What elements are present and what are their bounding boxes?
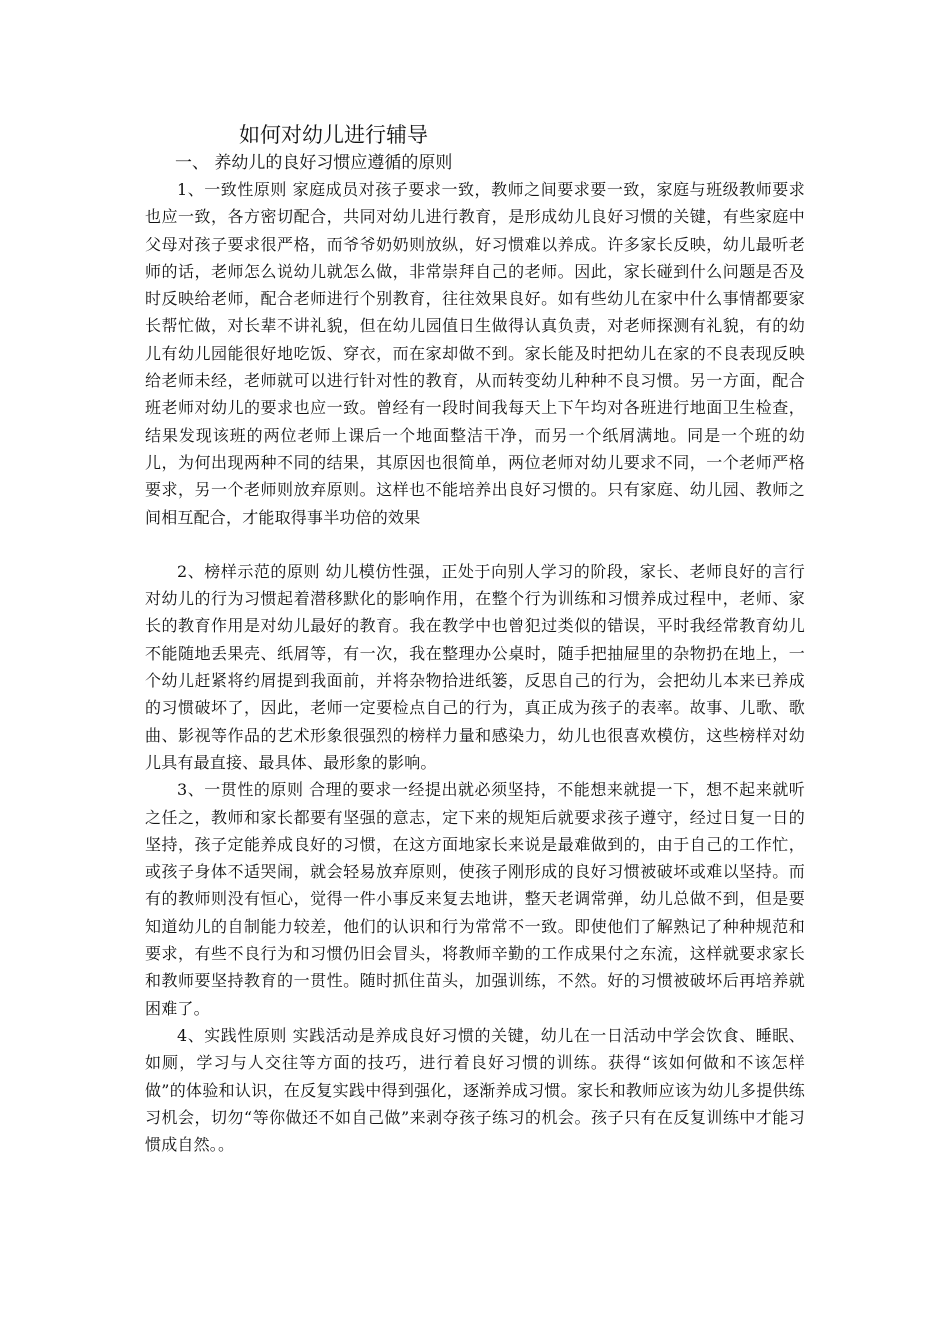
paragraph-lead: 2、榜样示范的原则 (177, 561, 321, 581)
paragraph-lead: 1、一致性原则 (177, 180, 287, 199)
paragraph-role-model-principle (145, 558, 805, 776)
paragraph-lead: 3、一贯性的原则 (177, 780, 304, 800)
paragraph-practice-principle (145, 1022, 805, 1158)
paragraph-consistency-principle (145, 176, 805, 531)
paragraph-text: 实践活动是养成良好习惯的关键，幼儿在一日活动中学会饮食、睡眠、如厕，学习与人交往等方面的技巧，进行着良好习惯的训练。获得“该如何做和不该怎样做”的体验和认识，在反复实践中得到强化，逐渐养成习惯。家长和教师应该为幼儿多提供练习机会，切勿“等你做还不如自己做”来剥夺孩子练习的机会。孩子只有在反复训练中才能习惯成自然。。 (145, 1025, 805, 1155)
document-title: 如何对幼儿进行辅导 (239, 123, 428, 147)
paragraph-lead: 4、实践性原则 (177, 1025, 287, 1045)
paragraph-text: 合理的要求一经提出就必须坚持，不能想来就提一下，想不起来就听之任之，教师和家长都要有坚强的意志，定下来的规矩后就要求孩子遵守，经过日复一日的坚持，孩子定能养成良好的习惯，在这方面地家长来说是最难做到的，由于自己的工作忙，或孩子身体不适哭闹，就会轻易放弃原则，使孩子刚形成的良好习惯被破坏或难以坚持。而有的教师则没有恒心，觉得一件小事反来复去地讲，整天老调常弹，幼儿总做不到，但是要知道幼儿的自制能力较差，他们的认识和行为常常不一致。即使他们了解熟记了种种规范和要求，有些不良行为和习惯仍旧会冒头，将教师辛勤的工作成果付之东流，这样就要求家长和教师要坚持教育的一贯性。随时抓住苗头，加强训练，不然。好的习惯被破坏后再培养就困难了。 (145, 780, 806, 1018)
paragraph-text: 家庭成员对孩子要求一致，教师之间要求要一致，家庭与班级教师要求也应一致，各方密切配合，共同对幼儿进行教育，是形成幼儿良好习惯的关键，有些家庭中父母对孩子要求很严格，而爷爷奶奶则放纵，好习惯难以养成。许多家长反映，幼儿最听老师的话，老师怎么说幼儿就怎么做，非常崇拜自己的老师。因此，家长碰到什么问题是否及时反映给老师，配合老师进行个别教育，往往效果良好。如有些幼儿在家中什么事情都要家长帮忙做，对长辈不讲礼貌，但在幼儿园值日生做得认真负责，对老师探测有礼貌，有的幼儿有幼儿园能很好地吃饭、穿衣，而在家却做不到。家长能及时把幼儿在家的不良表现反映给老师未经，老师就可以进行针对性的教育，从而转变幼儿种种不良习惯。另一方面，配合班老师对幼儿的要求也应一致。曾经有一段时间我每天上下午均对各班进行地面卫生检查，结果发现该班的两位老师上课后一个地面整洁干净，而另一个纸屑满地。同是一个班的幼儿，为何出现两种不同的结果，其原因也很简单，两位老师对幼儿要求不同，一个老师严格要求，另一个老师则放弃原则。这样也不能培养出良好习惯的。只有家庭、幼儿园、教师之间相互配合，才能取得事半功倍的效果 (145, 180, 805, 527)
section-heading: 一、 养幼儿的良好习惯应遵循的原则 (175, 153, 453, 173)
paragraph-text: 幼儿模仿性强，正处于向别人学习的阶段，家长、老师良好的言行对幼儿的行为习惯起着潜移默化的影响作用，在整个行为训练和习惯养成过程中，老师、家长的教育作用是对幼儿最好的教育。我在教学中也曾犯过类似的错误，平时我经常教育幼儿不能随地丢果壳、纸屑等，有一次，我在整理办公桌时，随手把抽屉里的杂物扔在地上，一个幼儿赶紧将约屑提到我面前，并将杂物拾进纸篓，反思自己的行为，会把幼儿本来已养成的习惯破坏了，因此，老师一定要检点自己的行为，真正成为孩子的表率。故事、儿歌、歌曲、影视等作品的艺术形象很强烈的榜样力量和感染力，幼儿也很喜欢模仿，这些榜样对幼儿具有最直接、最具体、最形象的影响。 (145, 561, 805, 772)
paragraph-persistence-principle (145, 776, 805, 1022)
document-body (145, 120, 805, 1158)
